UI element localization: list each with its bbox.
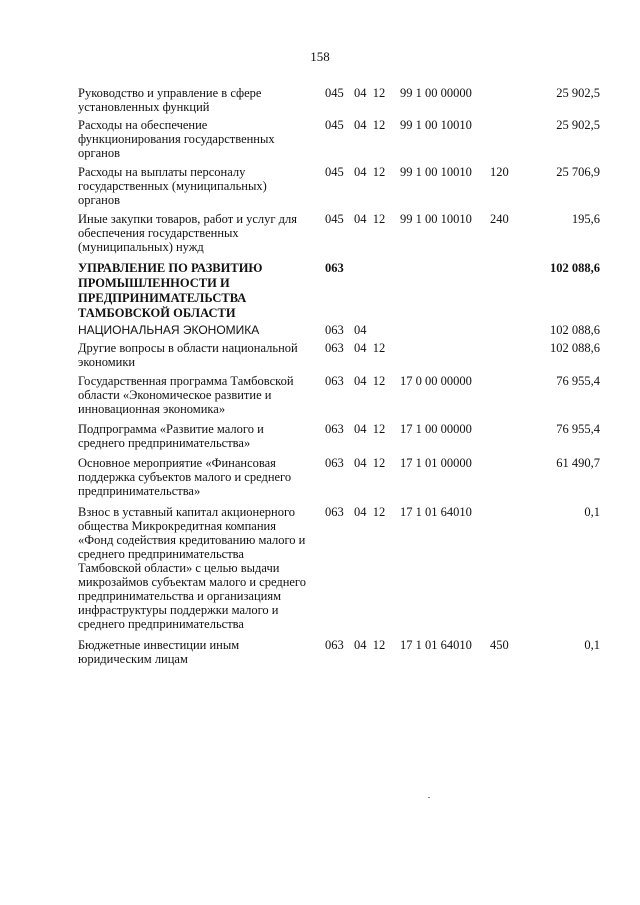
amount: 102 088,6 [550,261,600,275]
expense-type-code: 240 [490,212,509,226]
department-title: УПРАВЛЕНИЕ ПО РАЗВИТИЮ ПРОМЫШЛЕННОСТИ И ПРЕДПРИНИМАТЕЛЬСТВА ТАМБОВСКОЙ ОБЛАСТИ [78,261,263,320]
ministry-code: 063 [325,638,344,652]
item-name: Взнос в уставный капитал акционерного общества Микрокредитная компания «Фонд содействия кредитованию малого и среднего предпринимательства Тамбовской области» с целью выдачи микрозаймов субъектам малого и среднего предпринимательства и организациям инфраструктуры поддержки малого и среднего предпринимательства [78,505,306,631]
budget-table [78,86,600,666]
table-row [78,422,600,450]
ministry-code: 063 [325,456,344,470]
target-article-code: 99 1 00 10010 [400,165,472,179]
section-title: НАЦИОНАЛЬНАЯ ЭКОНОМИКА [78,323,260,337]
section-code: 04 12 [354,505,386,519]
section-code: 04 12 [354,165,386,179]
table-row [78,341,600,369]
table-row [78,374,600,416]
ministry-code: 063 [325,374,344,388]
table-row [78,505,600,631]
amount: 25 902,5 [556,86,600,100]
section-code: 04 [354,323,367,337]
amount: 0,1 [584,505,600,519]
expense-type-code: 450 [490,638,509,652]
amount: 0,1 [584,638,600,652]
amount: 61 490,7 [556,456,600,470]
amount: 76 955,4 [556,422,600,436]
item-name: Другие вопросы в области национальной экономики [78,341,298,369]
section-code: 04 12 [354,374,386,388]
page-number: 158 [310,49,330,64]
ministry-code: 063 [325,341,344,355]
item-name: Расходы на выплаты персоналу государственных (муниципальных) органов [78,165,267,207]
table-row [78,118,600,160]
amount: 76 955,4 [556,374,600,388]
item-name: Бюджетные инвестиции иным юридическим лицам [78,638,240,666]
ministry-code: 045 [325,86,344,100]
section-code: 04 12 [354,212,386,226]
item-name: Руководство и управление в сфере установленных функций [78,86,262,114]
target-article-code: 17 1 00 00000 [400,422,472,436]
target-article-code: 17 1 01 00000 [400,456,472,470]
item-name: Подпрограмма «Развитие малого и среднего предпринимательства» [78,422,264,450]
item-name: Расходы на обеспечение функционирования государственных органов [78,118,275,160]
amount: 102 088,6 [550,341,600,355]
table-row [78,86,600,114]
ministry-code: 045 [325,118,344,132]
target-article-code: 17 0 00 00000 [400,374,472,388]
ministry-code: 063 [325,323,344,337]
section-code: 04 12 [354,422,386,436]
target-article-code: 99 1 00 10010 [400,212,472,226]
scan-speck [428,797,430,798]
target-article-code: 99 1 00 00000 [400,86,472,100]
target-article-code: 17 1 01 64010 [400,638,472,652]
section-code: 04 12 [354,86,386,100]
table-row [78,165,600,207]
table-row [78,323,600,337]
table-row [78,261,600,321]
table-row [78,212,600,254]
table-row [78,456,600,498]
ministry-code: 063 [325,422,344,436]
ministry-code: 063 [325,505,344,519]
table-row [78,638,600,666]
amount: 102 088,6 [550,323,600,337]
ministry-code: 045 [325,165,344,179]
section-code: 04 12 [354,341,386,355]
item-name: Иные закупки товаров, работ и услуг для обеспечения государственных (муниципальных) нужд [78,212,298,254]
section-code: 04 12 [354,456,386,470]
item-name: Основное мероприятие «Финансовая поддержка субъектов малого и среднего предпринимательства» [78,456,292,498]
amount: 195,6 [571,212,600,226]
target-article-code: 99 1 00 10010 [400,118,472,132]
section-code: 04 12 [354,118,386,132]
ministry-code: 063 [325,261,344,275]
item-name: Государственная программа Тамбовской области «Экономическое развитие и инновационная экономика» [78,374,294,416]
section-code: 04 12 [354,638,386,652]
amount: 25 706,9 [556,165,600,179]
expense-type-code: 120 [490,165,509,179]
target-article-code: 17 1 01 64010 [400,505,472,519]
amount: 25 902,5 [556,118,600,132]
ministry-code: 045 [325,212,344,226]
